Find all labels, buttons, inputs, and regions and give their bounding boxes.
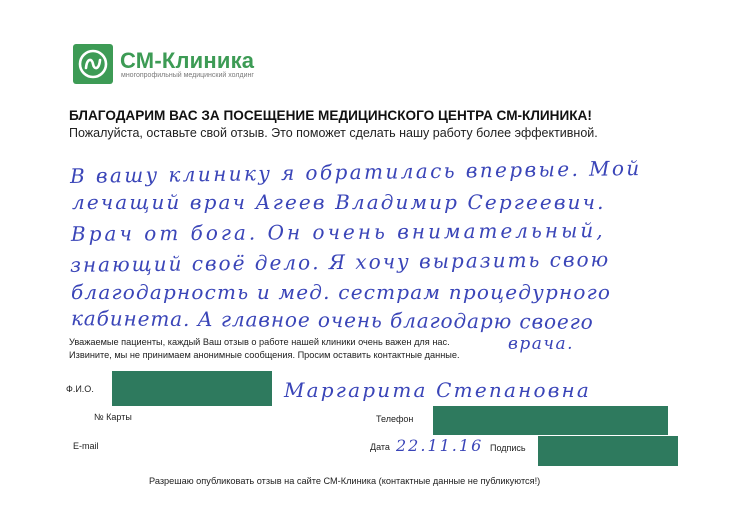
- form-headline: БЛАГОДАРИМ ВАС ЗА ПОСЕЩЕНИЕ МЕДИЦИНСКОГО ЦЕНТРА СМ-КЛИНИКА!: [69, 108, 592, 123]
- note-importance: Уважаемые пациенты, каждый Ваш отзыв о работе нашей клиники очень важен для нас.: [69, 337, 450, 347]
- publish-consent: Разрешаю опубликовать отзыв на сайте СМ-Клиника (контактные данные не публикуются!): [149, 476, 541, 486]
- brand-subtitle: многопрофильный медицинский холдинг: [121, 72, 254, 79]
- signature-redaction: [538, 436, 678, 466]
- review-tail: врача.: [508, 334, 575, 354]
- signature-label: Подпись: [490, 443, 526, 453]
- note-anonymous: Извините, мы не принимаем анонимные сообщения. Просим оставить контактные данные.: [69, 350, 460, 360]
- card-label: № Карты: [94, 412, 132, 422]
- review-line-4: знающий своё дело. Я хочу выразить свою: [69, 247, 611, 277]
- review-line-3: Врач от бога. Он очень внимательный,: [70, 218, 606, 246]
- fio-value: Маргарита Степановна: [284, 378, 592, 402]
- date-label: Дата: [370, 442, 390, 452]
- phone-redaction: [433, 406, 668, 435]
- fio-redaction: [112, 371, 272, 406]
- date-value: 22.11.16: [396, 436, 484, 455]
- review-line-2: лечащий врач Агеев Владимир Сергеевич.: [72, 190, 606, 214]
- review-line-1: В вашу клинику я обратилась впервые. Мой: [69, 156, 642, 188]
- phone-label: Телефон: [376, 414, 414, 424]
- fio-label: Ф.И.О.: [66, 384, 94, 394]
- brand-name: СМ-Клиника: [120, 48, 255, 73]
- cm-logo-icon: [73, 44, 113, 84]
- email-label: E-mail: [73, 441, 99, 451]
- review-line-6: кабинета. А главное очень благодарю своего: [70, 306, 594, 334]
- form-subline: Пожалуйста, оставьте свой отзыв. Это поможет сделать нашу работу более эффективной.: [69, 126, 598, 140]
- review-line-5: благодарность и мед. сестрам процедурного: [71, 280, 612, 304]
